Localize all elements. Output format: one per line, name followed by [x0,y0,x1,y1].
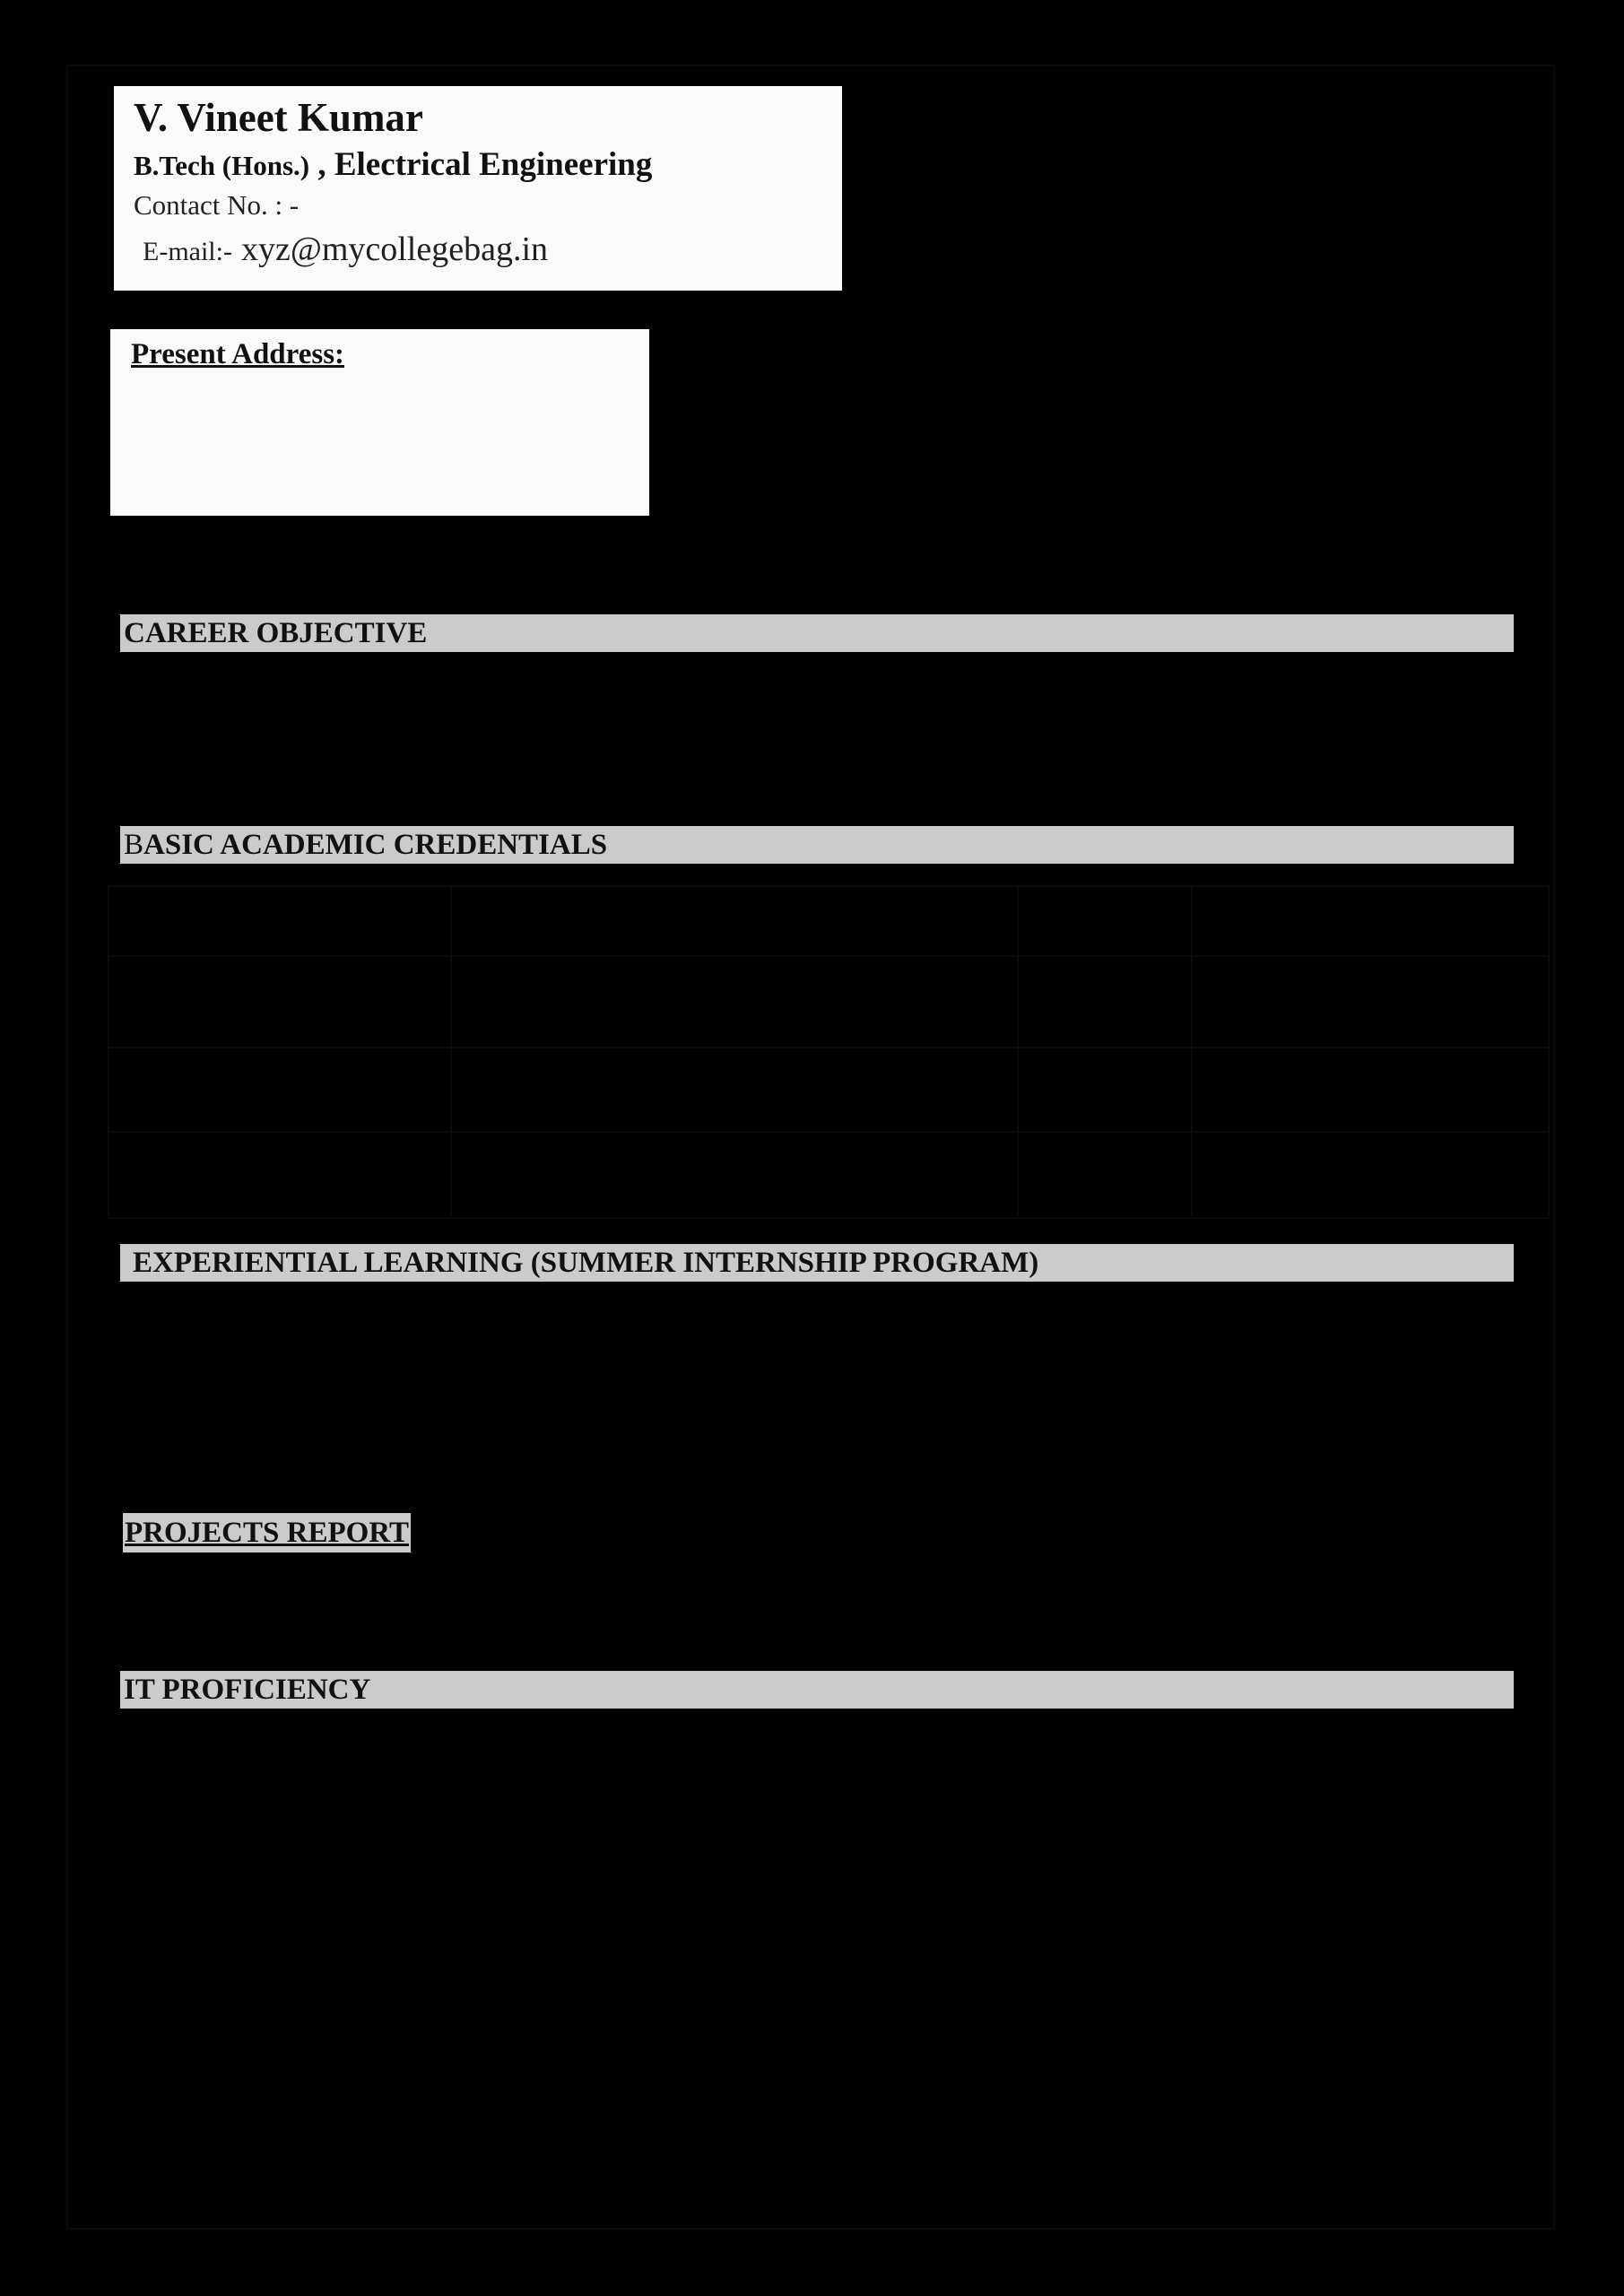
contact-number: Contact No. : - [134,188,300,221]
degree-line [134,144,822,187]
candidate-name: V. Vineet Kumar [134,95,423,140]
degree-title: B.Tech (Hons.) [134,149,310,181]
degree-separator: , [309,145,334,183]
section-title-rest: ASIC ACADEMIC CREDENTIALS [143,829,608,861]
section-career-objective: CAREER OBJECTIVE [120,614,1514,652]
section-basic-academic-credentials [120,826,1514,864]
section-initial: B [124,829,144,861]
section-experiential-learning: EXPERIENTIAL LEARNING (SUMMER INTERNSHIP PROGRAM) [120,1244,1514,1282]
address-box [110,329,649,516]
email-line [143,228,822,272]
email-value[interactable]: xyz@mycollegebag.in [240,230,549,268]
academic-table [108,885,1550,1219]
section-projects-report: PROJECTS REPORT [123,1513,411,1552]
email-label: E-mail:- [143,236,232,266]
header-box [114,86,842,291]
degree-branch: Electrical Engineering [334,145,653,183]
section-it-proficiency: IT PROFICIENCY [120,1671,1514,1709]
address-title: Present Address: [131,338,345,370]
